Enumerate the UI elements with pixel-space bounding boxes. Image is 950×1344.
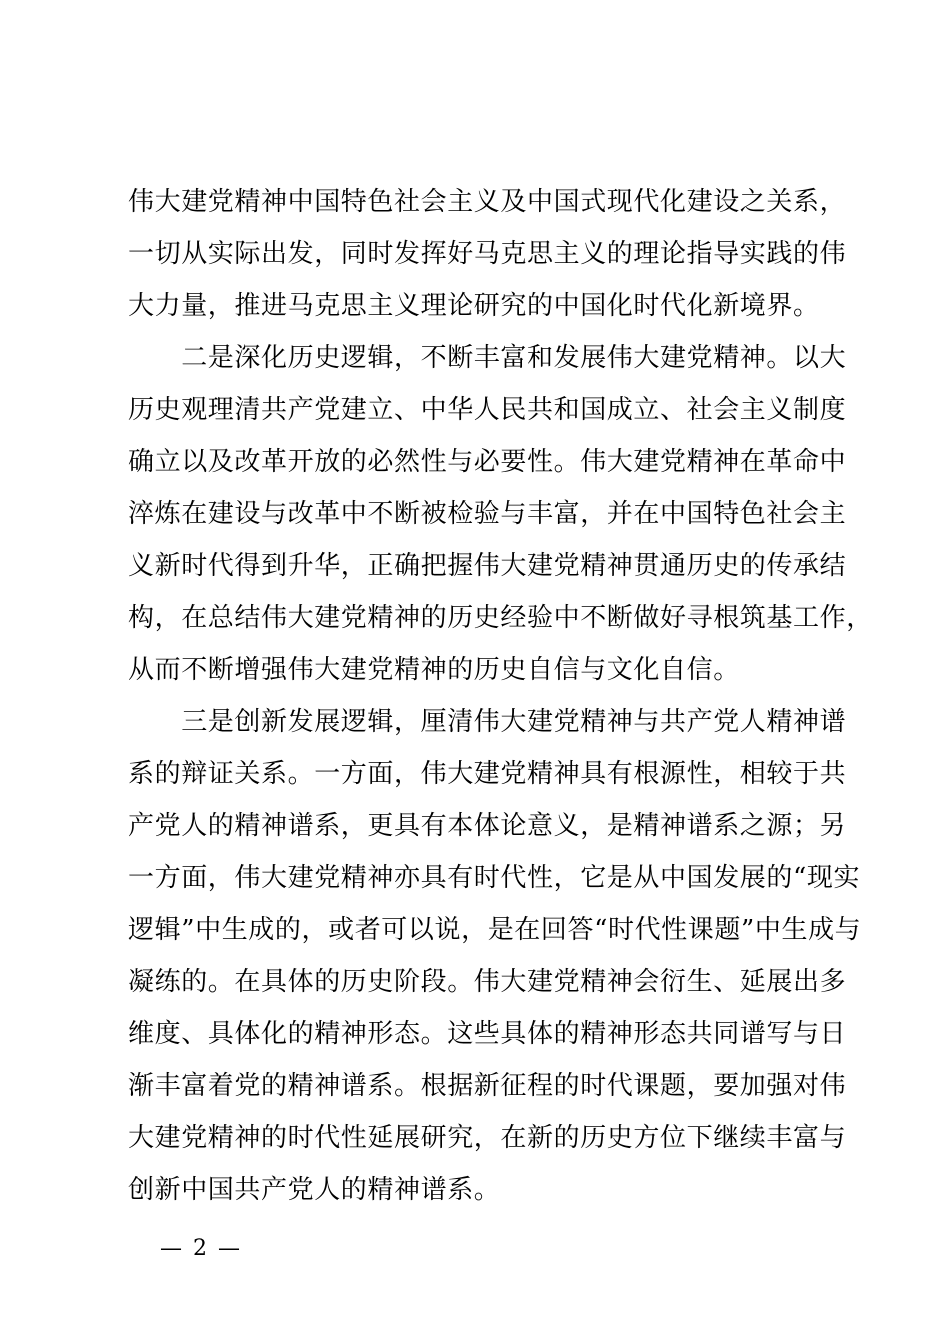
text-line: 凝练的。在具体的历史阶段。伟大建党精神会衍生、延展出多 [128,967,847,997]
page-number: — 2 — [160,1236,242,1261]
text-line: 淬炼在建设与改革中不断被检验与丰富，并在中国特色社会主 [128,499,847,529]
text-line: 产党人的精神谱系，更具有本体论意义，是精神谱系之源；另 [128,811,847,841]
text-line: 历史观理清共产党建立、中华人民共和国成立、社会主义制度 [128,395,847,425]
text-line: 构，在总结伟大建党精神的历史经验中不断做好寻根筑基工作， [128,603,873,633]
text-line: 系的辩证关系。一方面，伟大建党精神具有根源性，相较于共 [128,759,847,789]
text-line: 一切从实际出发，同时发挥好马克思主义的理论指导实践的伟 [128,239,847,269]
text-line: 义新时代得到升华，正确把握伟大建党精神贯通历史的传承结 [128,551,847,581]
text-line: 一方面，伟大建党精神亦具有时代性，它是从中国发展的“现实 [128,863,861,893]
text-line: 从而不断增强伟大建党精神的历史自信与文化自信。 [128,655,740,685]
text-line: 创新中国共产党人的精神谱系。 [128,1175,501,1205]
text-line: 伟大建党精神中国特色社会主义及中国式现代化建设之关系， [128,187,847,217]
text-line: 逻辑”中生成的，或者可以说，是在回答“时代性课题”中生成与 [128,915,862,945]
text-line: 大建党精神的时代性延展研究，在新的历史方位下继续丰富与 [128,1123,847,1153]
text-line: 三是创新发展逻辑，厘清伟大建党精神与共产党人精神谱 [128,707,847,737]
text-line: 大力量，推进马克思主义理论研究的中国化时代化新境界。 [128,291,820,321]
text-line: 确立以及改革开放的必然性与必要性。伟大建党精神在革命中 [128,447,847,477]
text-line: 维度、具体化的精神形态。这些具体的精神形态共同谱写与日 [128,1019,847,1049]
text-line: 二是深化历史逻辑，不断丰富和发展伟大建党精神。以大 [128,343,847,373]
text-line: 渐丰富着党的精神谱系。根据新征程的时代课题，要加强对伟 [128,1071,847,1101]
